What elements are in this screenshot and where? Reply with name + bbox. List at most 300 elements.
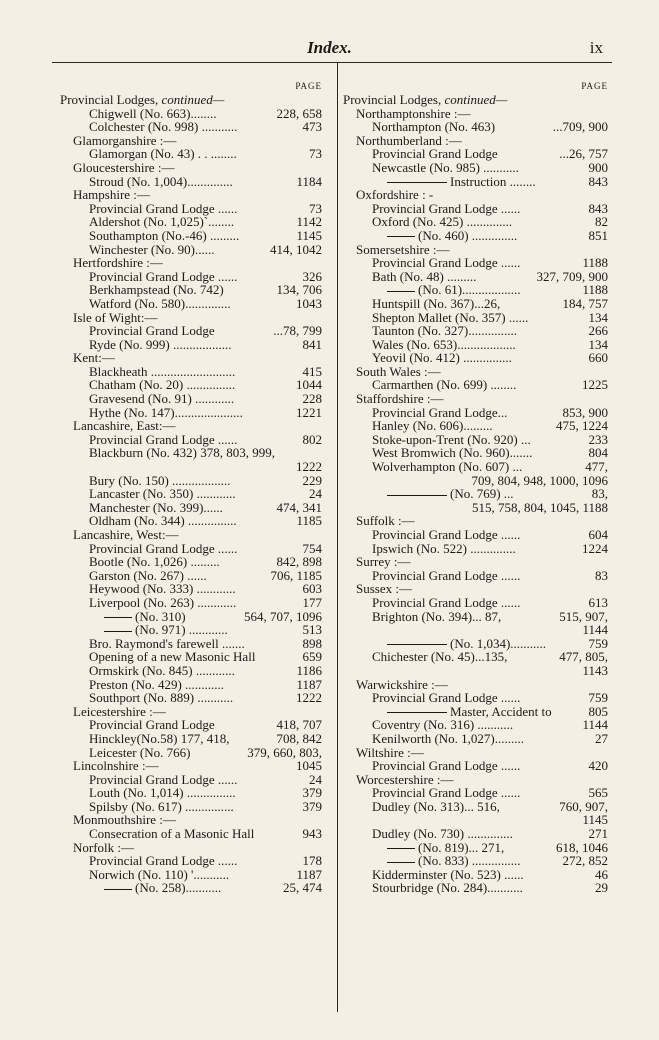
entry-text <box>372 406 507 420</box>
entry-text <box>372 786 520 800</box>
entry-text <box>89 365 235 379</box>
entry-label: Provincial Grand Lodge ...... <box>372 785 521 801</box>
entry-pages: 83, <box>591 486 608 502</box>
entry-text <box>89 487 236 501</box>
entry-text <box>89 120 237 134</box>
entry-pages: 24 <box>309 486 322 502</box>
entry-pages: 184, 757 <box>562 295 608 311</box>
entry-pages: 1224 <box>582 540 608 556</box>
entry-label: Carmarthen (No. 699) ........ <box>372 377 517 393</box>
entry-pages: ...709, 900 <box>552 119 608 135</box>
entry-pages: 603 <box>302 581 322 597</box>
entry-pages: 618, 1046 <box>556 839 608 855</box>
index-entry <box>60 338 322 352</box>
entry-text <box>372 596 520 610</box>
entry-text <box>89 378 235 392</box>
index-entry <box>60 406 322 420</box>
entry-label: Wales (No. 653).................. <box>372 336 516 352</box>
index-entry <box>343 311 608 325</box>
entry-pages: 1222 <box>296 690 322 706</box>
entry-label: Winchester (No. 90)...... <box>89 241 215 257</box>
entry-pages: 379, 660, 803, <box>247 744 322 760</box>
entry-label: Somersetshire :— <box>356 241 450 257</box>
entry-text <box>89 800 234 814</box>
index-county-heading <box>60 256 322 270</box>
entry-label: Leicester (No. 766) <box>89 744 191 760</box>
entry-label: Sussex :— <box>356 581 412 597</box>
entry-pages: 1188 <box>582 255 608 271</box>
entry-text <box>372 881 523 895</box>
index-entry <box>60 365 322 379</box>
entry-label: Provincial Grand Lodge <box>89 717 215 733</box>
entry-label: Provincial Grand Lodge ...... <box>89 853 238 869</box>
index-entry <box>343 147 608 161</box>
entry-text <box>104 623 228 637</box>
entry-label: Northumberland :— <box>356 132 462 148</box>
entry-text <box>89 773 237 787</box>
ditto-rule <box>387 495 447 496</box>
entry-text <box>372 800 500 814</box>
entry-pages: 759 <box>588 690 608 706</box>
index-county-heading <box>343 107 608 121</box>
entry-pages: 83 <box>595 567 608 583</box>
page-number: ix <box>589 38 603 57</box>
ditto-rule <box>387 182 447 183</box>
entry-pages: 475, 1224 <box>556 418 608 434</box>
entry-pages: 900 <box>588 159 608 175</box>
entry-label: Glamorgan (No. 43) . . ........ <box>89 146 237 162</box>
entry-label: Aldershot (No. 1,025)`........ <box>89 214 235 230</box>
entry-text <box>372 542 516 556</box>
index-entry <box>60 514 322 528</box>
entry-pages: 134 <box>588 309 608 325</box>
index-entry <box>343 324 608 338</box>
entry-text <box>89 637 245 651</box>
entry-label: Isle of Wight:— <box>73 309 158 325</box>
entry-label: Garston (No. 267) ...... <box>89 567 207 583</box>
entry-pages: 515, 758, 804, 1045, 1188 <box>471 499 608 515</box>
entry-label: Warwickshire :— <box>356 676 448 692</box>
entry-text <box>356 773 454 787</box>
entry-label: Hertfordshire :— <box>73 255 163 271</box>
entry-label: Lancashire, East:— <box>73 418 176 434</box>
entry-pages: 477, 805, <box>559 649 608 665</box>
entry-label: Provincial Grand Lodge ...... <box>372 594 521 610</box>
entry-pages: 1044 <box>296 377 322 393</box>
ditto-rule <box>104 889 132 890</box>
entry-pages: 1225 <box>582 377 608 393</box>
index-entry <box>343 800 608 814</box>
entry-text <box>89 664 235 678</box>
entry-pages: 418, 707 <box>276 717 322 733</box>
entry-label: Chichester (No. 45)...135, <box>372 649 508 665</box>
index-county-heading <box>60 419 322 433</box>
index-entries-left <box>60 93 322 895</box>
index-entry <box>343 637 608 651</box>
entry-label: Dudley (No. 730) .............. <box>372 826 513 842</box>
index-entry <box>343 120 608 134</box>
index-entry <box>60 773 322 787</box>
entry-label: Manchester (No. 399)...... <box>89 499 223 515</box>
entry-label: Stourbridge (No. 284)........... <box>372 880 523 896</box>
index-section-heading <box>343 93 608 107</box>
ditto-rule <box>387 291 415 292</box>
index-entry <box>60 596 322 610</box>
entry-label: Ryde (No. 999) .................. <box>89 336 232 352</box>
entry-label: Bro. Raymond's farewell ....... <box>89 635 245 651</box>
entry-pages: 233 <box>588 431 608 447</box>
entry-label: Stroud (No. 1,004).............. <box>89 173 233 189</box>
entry-label: (No. 61).................. <box>418 282 521 298</box>
index-entry <box>60 868 322 882</box>
column-divider <box>337 62 338 1012</box>
index-entry <box>60 270 322 284</box>
index-entry <box>60 487 322 501</box>
entry-text <box>387 854 521 868</box>
entry-text <box>89 718 215 732</box>
index-county-heading <box>60 161 322 175</box>
entry-pages: 272, 852 <box>562 853 608 869</box>
entry-text <box>372 256 520 270</box>
index-entry <box>343 161 608 175</box>
entry-label: Instruction ........ <box>450 173 536 189</box>
entry-pages: 564, 707, 1096 <box>244 608 322 624</box>
entry-text <box>89 107 216 121</box>
entry-label: Provincial Grand Lodge ...... <box>372 200 521 216</box>
entry-text <box>372 569 520 583</box>
index-entry <box>343 569 608 583</box>
index-entry <box>60 854 322 868</box>
entry-pages: 754 <box>302 540 322 556</box>
entry-continued: continued— <box>444 92 508 107</box>
index-county-heading <box>60 134 322 148</box>
entry-pages: 1144 <box>582 622 608 638</box>
index-section-heading <box>60 93 322 107</box>
index-county-heading <box>60 351 322 365</box>
entry-pages: 759 <box>588 635 608 651</box>
entry-label: West Bromwich (No. 960)....... <box>372 445 533 461</box>
index-county-heading <box>343 555 608 569</box>
ditto-rule <box>104 631 132 632</box>
index-county-heading <box>343 134 608 148</box>
entry-label: Provincial Lodges, <box>60 92 162 107</box>
entry-pages: 415 <box>302 363 322 379</box>
entry-label: Wolverhampton (No. 607) ... <box>372 459 523 475</box>
index-entry <box>343 283 608 297</box>
entry-pages: 851 <box>588 227 608 243</box>
entry-text <box>89 746 190 760</box>
entry-text <box>89 732 229 746</box>
entry-label: Hythe (No. 147)..................... <box>89 404 243 420</box>
entry-text <box>356 746 424 760</box>
index-entry <box>343 881 608 895</box>
entry-pages: 1187 <box>296 676 322 692</box>
entry-text <box>343 93 507 107</box>
entry-label: Gloucestershire :— <box>73 159 175 175</box>
ditto-rule <box>387 236 415 237</box>
index-entry <box>60 800 322 814</box>
index-entry <box>60 542 322 556</box>
index-entry <box>60 637 322 651</box>
entry-label: Blackburn (No. 432) 378, 803, 999, <box>89 445 275 461</box>
entry-pages: 760, 907, <box>559 798 608 814</box>
entry-text <box>73 759 159 773</box>
entry-pages: 229 <box>302 472 322 488</box>
entry-pages: 29 <box>595 880 608 896</box>
index-county-heading <box>343 678 608 692</box>
entry-pages: 1221 <box>296 404 322 420</box>
entry-label: (No. 819)... 271, <box>418 839 505 855</box>
entry-pages: 477, <box>585 459 608 475</box>
entry-label: Norfolk :— <box>73 839 135 855</box>
index-county-heading <box>343 243 608 257</box>
entry-pages: 228 <box>302 391 322 407</box>
entry-label: Hampshire :— <box>73 187 150 203</box>
index-county-heading <box>343 392 608 406</box>
entry-text <box>372 718 513 732</box>
index-entry <box>60 297 322 311</box>
entry-pages: 271 <box>588 826 608 842</box>
entry-label: (No. 833) ............... <box>418 853 521 869</box>
index-entry <box>60 229 322 243</box>
index-column-left <box>60 80 322 895</box>
index-entry <box>343 378 608 392</box>
entry-text <box>89 678 224 692</box>
index-entry <box>343 528 608 542</box>
entry-text <box>89 243 214 257</box>
entry-label: Preston (No. 429) ............ <box>89 676 225 692</box>
entry-text <box>89 406 243 420</box>
entry-pages: 473 <box>302 119 322 135</box>
entry-label: Berkhampstead (No. 742) <box>89 282 224 298</box>
entry-text <box>356 188 433 202</box>
entry-pages: 513 <box>302 622 322 638</box>
entry-text <box>372 732 524 746</box>
entry-text <box>372 311 528 325</box>
index-entry <box>343 433 608 447</box>
entry-text <box>73 256 163 270</box>
entry-text <box>89 501 223 515</box>
entry-text <box>356 582 412 596</box>
entry-label: Suffolk :— <box>356 513 415 529</box>
entry-text <box>73 311 157 325</box>
entry-text <box>89 827 254 841</box>
index-entry <box>60 433 322 447</box>
entry-label: Northampton (No. 463) <box>372 119 496 135</box>
index-county-heading <box>343 746 608 760</box>
entry-pages: 943 <box>302 826 322 842</box>
index-entry <box>343 297 608 311</box>
entry-text <box>89 324 215 338</box>
index-entry <box>343 406 608 420</box>
entry-text <box>356 134 462 148</box>
index-entry <box>343 827 608 841</box>
entry-label: Provincial Lodges, <box>343 92 445 107</box>
entry-text <box>387 487 514 501</box>
index-county-heading <box>343 582 608 596</box>
entry-label: Provincial Grand Lodge ...... <box>372 255 521 271</box>
entry-pages: 25, 474 <box>283 880 322 896</box>
entry-text <box>387 705 552 719</box>
entry-label: Spilsby (No. 617) ............... <box>89 798 234 814</box>
index-county-heading <box>60 528 322 542</box>
index-county-heading <box>60 841 322 855</box>
index-entry <box>343 623 608 637</box>
entry-text <box>89 229 239 243</box>
index-entry <box>60 610 322 624</box>
index-entry <box>60 474 322 488</box>
entry-text <box>372 147 498 161</box>
entry-label: Ipswich (No. 522) .............. <box>372 540 516 556</box>
entry-label: Southport (No. 889) ........... <box>89 690 234 706</box>
entry-label: Lincolnshire :— <box>73 758 159 774</box>
index-entry <box>343 270 608 284</box>
index-entry <box>60 582 322 596</box>
entry-text <box>372 433 531 447</box>
ditto-rule <box>387 848 415 849</box>
entry-pages: 1145 <box>582 812 608 828</box>
entry-text <box>372 759 520 773</box>
entry-pages: 73 <box>309 200 322 216</box>
entry-text <box>89 283 224 297</box>
entry-label: Hanley (No. 606)......... <box>372 418 493 434</box>
entry-text <box>89 691 233 705</box>
entry-label: Kent:— <box>73 350 115 366</box>
entry-pages: 420 <box>588 758 608 774</box>
index-entry <box>343 501 608 515</box>
entry-text <box>356 678 448 692</box>
index-entry <box>60 691 322 705</box>
index-entries-right <box>343 93 608 895</box>
entry-label: (No. 769) ... <box>450 486 514 502</box>
entry-label: Leicestershire :— <box>73 703 166 719</box>
entry-text <box>89 338 231 352</box>
entry-label: Provincial Grand Lodge ...... <box>372 567 521 583</box>
entry-label: Watford (No. 580).............. <box>89 295 231 311</box>
entry-pages: 134, 706 <box>276 282 322 298</box>
entry-label: Stoke-upon-Trent (No. 920) ... <box>372 431 531 447</box>
index-entry <box>343 854 608 868</box>
index-county-heading <box>343 514 608 528</box>
entry-pages: 326 <box>302 268 322 284</box>
entry-text <box>73 419 176 433</box>
entry-text <box>372 297 500 311</box>
entry-label: Chatham (No. 20) ............... <box>89 377 236 393</box>
index-entry <box>60 283 322 297</box>
entry-label: Heywood (No. 333) ............ <box>89 581 236 597</box>
index-entry <box>343 487 608 501</box>
entry-pages: 266 <box>588 323 608 339</box>
entry-pages: 379 <box>302 798 322 814</box>
entry-pages: 177 <box>302 594 322 610</box>
entry-pages: 178 <box>302 853 322 869</box>
entry-label: Louth (No. 1,014) ............... <box>89 785 236 801</box>
entry-label: Staffordshire :— <box>356 391 444 407</box>
entry-text <box>89 433 237 447</box>
index-entry <box>343 256 608 270</box>
index-entry <box>60 827 322 841</box>
entry-pages: 708, 842 <box>276 730 322 746</box>
entry-text <box>89 297 231 311</box>
entry-text <box>387 175 536 189</box>
entry-text <box>372 827 513 841</box>
index-county-heading <box>60 759 322 773</box>
entry-label: Hinckley(No.58) 177, 418, <box>89 730 230 746</box>
entry-label: Norwich (No. 110) '........... <box>89 866 230 882</box>
entry-pages: 805 <box>588 703 608 719</box>
entry-text <box>372 202 520 216</box>
entry-text <box>89 542 237 556</box>
entry-label: (No. 258)........... <box>135 880 222 896</box>
ditto-rule <box>104 617 132 618</box>
entry-pages: 134 <box>588 336 608 352</box>
index-entry <box>60 623 322 637</box>
entry-text <box>356 107 470 121</box>
entry-pages: 604 <box>588 527 608 542</box>
entry-text <box>73 161 174 175</box>
entry-label: Northamptonshire :— <box>356 105 471 121</box>
entry-pages: 842, 898 <box>276 554 322 570</box>
page-column-label: PAGE <box>295 81 322 91</box>
entry-pages: 1187 <box>296 866 322 882</box>
entry-pages: 24 <box>309 771 322 787</box>
ditto-rule <box>387 712 447 713</box>
entry-pages: 843 <box>588 200 608 216</box>
entry-label: (No. 971) ............ <box>135 622 228 638</box>
index-county-heading <box>60 311 322 325</box>
entry-label: Provincial Grand Lodge ...... <box>89 268 238 284</box>
entry-pages: 27 <box>595 730 608 746</box>
entry-text <box>73 528 179 542</box>
entry-pages: 228, 658 <box>276 105 322 121</box>
entry-text <box>372 460 522 474</box>
index-entry <box>343 718 608 732</box>
entry-pages: 46 <box>595 866 608 882</box>
index-entry <box>60 324 322 338</box>
entry-text <box>372 868 524 882</box>
entry-label: Worcestershire :— <box>356 771 454 787</box>
entry-text <box>356 514 415 528</box>
entry-text <box>372 351 512 365</box>
entry-pages: 1142 <box>296 214 322 230</box>
index-county-heading <box>343 365 608 379</box>
entry-text <box>372 338 516 352</box>
index-entry <box>343 610 608 624</box>
entry-label: Wiltshire :— <box>356 744 424 760</box>
entry-label: Provincial Grand Lodge <box>372 146 498 162</box>
entry-label: South Wales :— <box>356 363 441 379</box>
index-entry <box>60 378 322 392</box>
entry-label: Ormskirk (No. 845) ............ <box>89 662 235 678</box>
index-entry <box>60 120 322 134</box>
index-entry <box>60 569 322 583</box>
entry-text <box>89 650 255 664</box>
entry-text <box>372 419 493 433</box>
entry-text <box>356 555 411 569</box>
entry-label: Bootle (No. 1,026) ......... <box>89 554 220 570</box>
entry-label: Lancaster (No. 350) ............ <box>89 486 236 502</box>
entry-text <box>372 215 512 229</box>
entry-pages: 474, 341 <box>276 499 322 515</box>
entry-label: Huntspill (No. 367)...26, <box>372 295 501 311</box>
index-entry <box>60 243 322 257</box>
page-title: Index. <box>307 38 352 57</box>
index-county-heading <box>343 773 608 787</box>
entry-text <box>89 854 237 868</box>
entry-text <box>73 813 176 827</box>
index-column-right <box>343 80 608 895</box>
entry-label: Coventry (No. 316) ........... <box>372 717 514 733</box>
